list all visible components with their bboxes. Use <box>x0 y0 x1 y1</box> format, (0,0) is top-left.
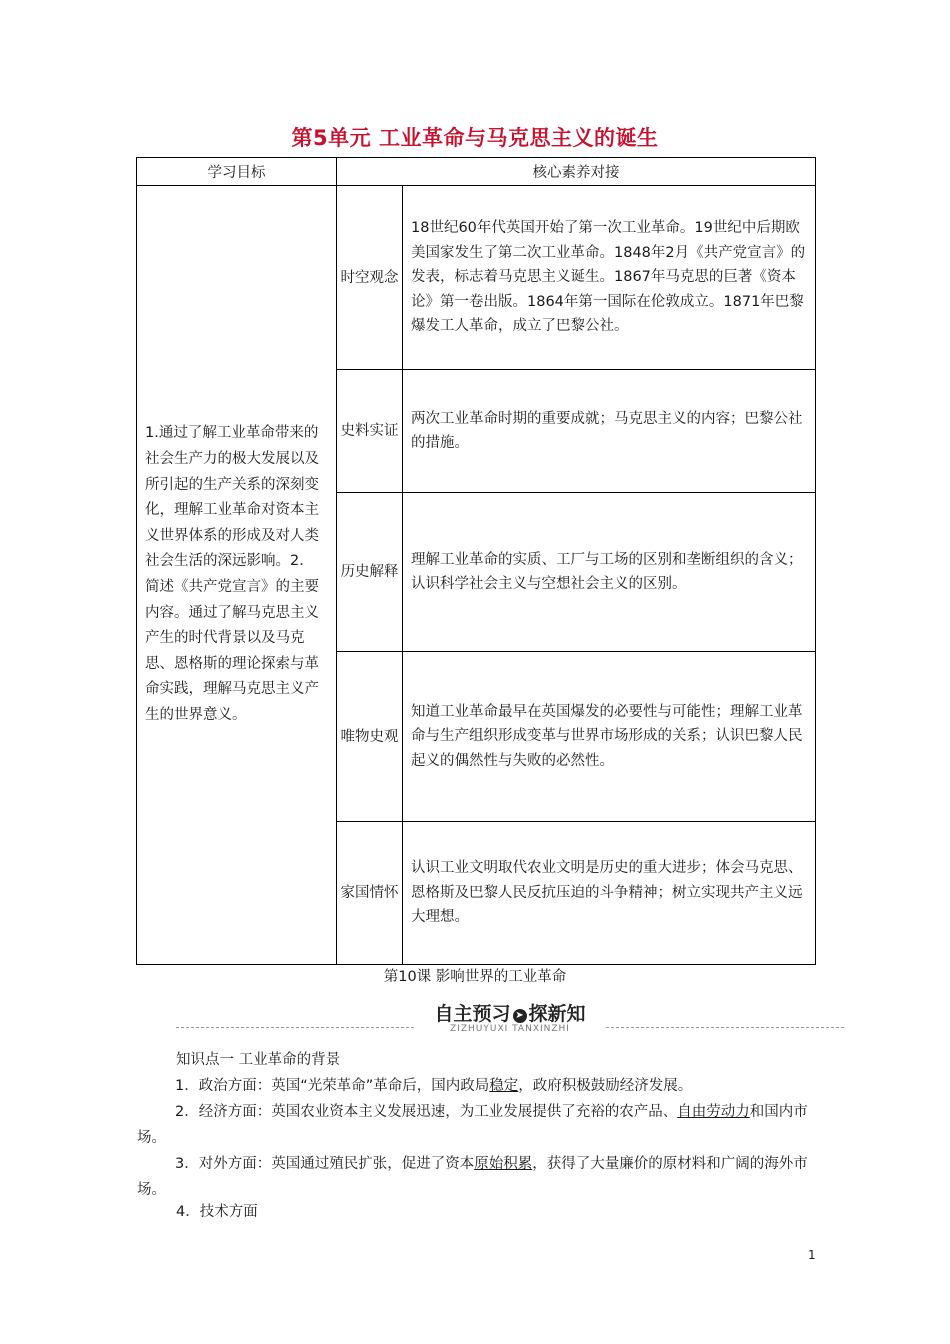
unit-title: 第5单元 工业革命与马克思主义的诞生 <box>291 126 659 150</box>
text-run: 2．经济方面：英国农业资本主义发展迅速，为工业发展提供了充裕的农产品、 <box>175 1104 678 1120</box>
lesson-title: 第10课 影响世界的工业革命 <box>383 969 567 985</box>
banner-title-right: 探新知 <box>528 1003 586 1025</box>
content-cell: 18世纪60年代英国开始了第一次工业革命。19世纪中后期欧美国家发生了第二次工业革命。1848年2月《共产党宣言》的发表，标志着马克思主义诞生。1867年马克思的巨著《资本论》第一卷出版。1864年第一国际在伦敦成立。1871年巴黎爆发工人革命，成立了巴黎公社。 <box>403 186 816 370</box>
banner-subtitle: ZIZHUYUXI TANXINZHI <box>450 1024 570 1034</box>
content-cell: 理解工业革命的实质、工厂与工场的区别和垄断组织的含义；认识科学社会主义与空想社会主义的区别。 <box>403 493 816 652</box>
underlined-answer: 稳定 <box>489 1078 519 1094</box>
knowledge-heading: 知识点一 工业革命的背景 <box>176 1052 341 1068</box>
content-cell: 知道工业革命最早在英国爆发的必要性与可能性；理解工业革命与生产组织形成变革与世界市场形成的关系；认识巴黎人民起义的偶然性与失败的必然性。 <box>403 652 816 822</box>
section-banner <box>176 999 844 1039</box>
underlined-answer: 原始积累 <box>474 1156 533 1172</box>
text-run: 1．政治方面：英国“光荣革命”革命后，国内政局 <box>175 1078 490 1094</box>
content-cell: 两次工业革命时期的重要成就；马克思主义的内容；巴黎公社的措施。 <box>403 370 816 493</box>
objectives-cell: 1.通过了解工业革命带来的社会生产力的极大发展以及所引起的生产关系的深刻变化，理解工业革命对资本主义世界体系的形成及对人类社会生活的深远影响。2．简述《共产党宣言》的主要内容。通过了解马克思主义产生的时代背景以及马克思、恩格斯的理论探索与革命实践，理解马克思主义产生的世界意义。 <box>137 186 337 965</box>
category-cell: 历史解释 <box>337 493 403 652</box>
underlined-answer: 自由劳动力 <box>677 1104 750 1120</box>
category-cell: 唯物史观 <box>337 652 403 822</box>
text-run: 3．对外方面：英国通过殖民扩张，促进了资本 <box>175 1156 475 1172</box>
category-cell: 史料实证 <box>337 370 403 493</box>
banner-title <box>416 999 604 1026</box>
content-cell: 认识工业文明取代农业文明是历史的重大进步；体会马克思、恩格斯及巴黎人民反抗压迫的斗争精神；树立实现共产主义远大理想。 <box>403 822 816 965</box>
knowledge-paragraph-4: 4．技术方面 <box>176 1204 258 1220</box>
knowledge-paragraph-1 <box>137 1073 817 1099</box>
header-objectives: 学习目标 <box>137 158 337 186</box>
knowledge-paragraph-2 <box>137 1099 817 1151</box>
category-cell: 家国情怀 <box>337 822 403 965</box>
banner-box <box>416 999 604 1035</box>
knowledge-paragraph-3 <box>137 1151 817 1203</box>
header-competencies: 核心素养对接 <box>337 158 816 186</box>
table-row <box>137 186 816 370</box>
text-run: ，政府积极鼓励经济发展。 <box>518 1078 693 1094</box>
text-run: 和国内市场。 <box>137 1104 808 1146</box>
page-number: 1 <box>808 1248 816 1262</box>
arrow-right-icon: ➤ <box>513 1009 527 1023</box>
banner-title-left: 自主预习 <box>434 1003 511 1025</box>
objectives-table <box>136 157 816 965</box>
table-header-row <box>137 158 816 186</box>
category-cell: 时空观念 <box>337 186 403 370</box>
text-run: ，获得了大量廉价的原材料和广阔的海外市场。 <box>137 1156 808 1198</box>
